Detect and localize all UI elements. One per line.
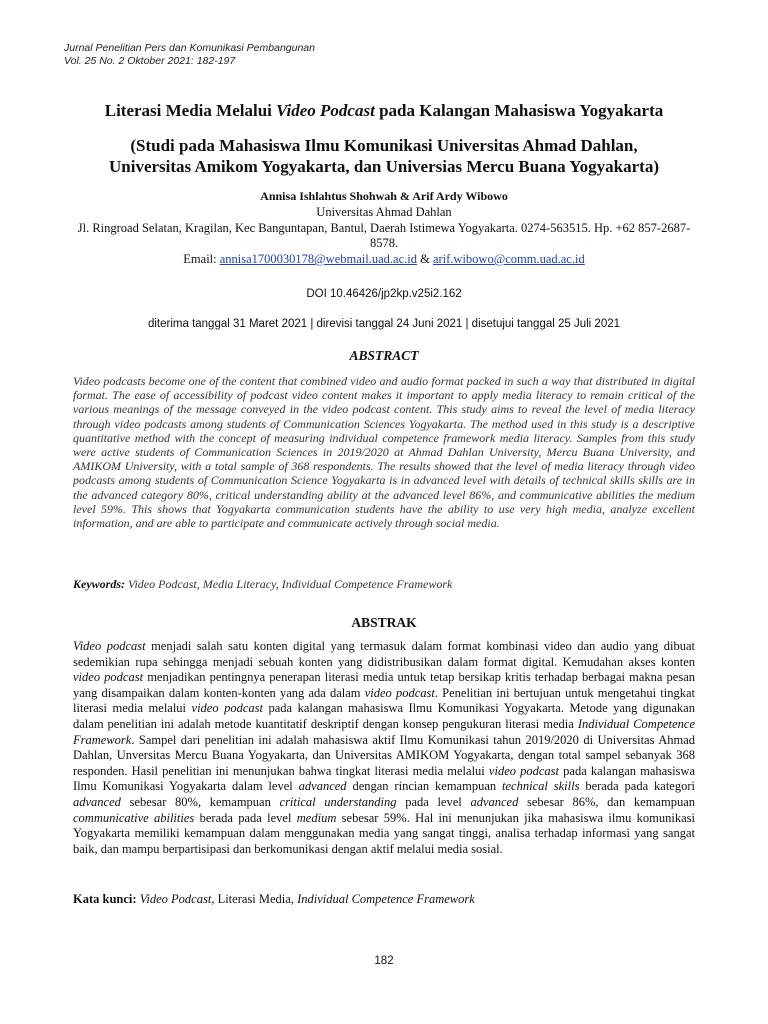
abstrak-body-segment: berada pada level xyxy=(194,810,297,825)
abstrak-body-segment: technical skills xyxy=(502,779,580,794)
abstrak-body-segment: berada pada kategori xyxy=(579,779,695,794)
email-line xyxy=(40,252,728,267)
title-part2: pada Kalangan Mahasiswa Yogyakarta xyxy=(374,101,664,120)
kata-kunci xyxy=(73,892,695,907)
abstrak-body-segment: Individual Competence Framework xyxy=(73,716,695,747)
kata-kunci-label: Kata kunci: xyxy=(73,892,137,906)
email-link-2[interactable]: arif.wibowo@comm.uad.ac.id xyxy=(432,252,585,266)
title-part1: Literasi Media Melalui xyxy=(104,101,277,120)
abstrak-body-segment: video podcast xyxy=(364,685,435,700)
email-label: Email: xyxy=(183,252,220,266)
subtitle-line2: Universitas Amikom Yogyakarta, dan Universias Mercu Buana Yogyakarta) xyxy=(109,157,659,176)
abstrak-body xyxy=(73,639,695,857)
keywords-label: Keywords: xyxy=(73,577,125,591)
kata-kunci-segment: Video Podcast xyxy=(136,892,212,906)
submission-dates: diterima tanggal 31 Maret 2021 | direvisi tanggal 24 Juni 2021 | disetujui tanggal 25 Juli 2021 xyxy=(147,318,621,330)
keywords xyxy=(73,577,695,591)
kata-kunci-segment: Individual Competence Framework xyxy=(297,892,475,906)
authors: Annisa Ishlahtus Shohwah & Arif Ardy Wibowo xyxy=(260,189,508,203)
affiliation: Universitas Ahmad Dahlan xyxy=(316,205,452,219)
journal-header xyxy=(64,42,315,68)
keywords-text: Video Podcast, Media Literacy, Individual Competence Framework xyxy=(125,577,453,591)
abstract-heading: ABSTRACT xyxy=(349,348,419,363)
email-separator: & xyxy=(416,252,433,266)
abstrak-body-segment: sebesar 80%, kemampuan xyxy=(120,794,280,809)
abstract-body: Video podcasts become one of the content that combined video and audio format packed in such a way that distributed in digital format. The ease of accessibility of podcast video content makes it important to apply media literacy to remain critical of the various meanings of the message conveyed in the video podcast content. This study aims to reveal the level of media literacy through video podcasts among students of Communication Sciences Yogyakarta. The method used in this study is a descriptive quantitative method with the concept of measuring individual competence framework media literacy. Samples from this study were active students of Communication Sciences in 2019/2020 at Ahmad Dahlan University, Mercu Buana University, and AMIKOM University, with a total sample of 368 respondents. The results showed that the level of media literacy through video podcasts among students of Communication Science Yogyakarta is in advanced level with details of technical skills skills are in the advanced category 80%, critical understanding ability at the advanced level 86%, and communicative abilities the medium level 59%. This shows that Yogyakarta communication students have the ability to use very high media, analyze excellent information, and are able to participate and communicate actively through social media. xyxy=(73,374,695,531)
abstrak-body-segment: Video podcast xyxy=(73,639,146,653)
abstrak-body-segment: sebesar 59%. Hal ini menunjukan jika mahasiswa ilmu komunikasi Yogyakarta memiliki kemampuan dalam menggunakan media yang sangat tinggi, analisa terhadap informasi yang sangat baik, dan mampu berpartisipasi dan berkomunikasi dengan aktif melalui media sosial. xyxy=(73,810,695,856)
abstrak-body-segment: pada level xyxy=(396,794,471,809)
doi: DOI 10.46426/jp2kp.v25i2.162 xyxy=(306,288,462,300)
abstrak-body-segment: video podcast xyxy=(488,763,560,778)
abstrak-heading: ABSTRAK xyxy=(351,615,417,630)
abstrak-body-segment: pada kalangan mahasiswa Ilmu Komunikasi Yogyakarta. Metode yang digunakan dalam penelitian ini adalah metode kuantitatif deskriptif dengan konsep pengukuran literasi media xyxy=(73,701,695,731)
abstrak-body-segment: advanced xyxy=(298,779,347,794)
abstrak-body-segment: . Penelitian ini bertujuan untuk mengetahui tingkat literasi media melalui xyxy=(73,685,695,716)
abstrak-body-segment: dengan rincian kemampuan xyxy=(346,779,503,794)
abstrak-body-segment: menjadikan pentingnya penerapan literasi media untuk tetap bersikap kritis terhadap berbagai makna pesan yang disampaikan dalam konten-konten yang ada dalam xyxy=(73,670,695,700)
abstrak-body-segment: pada kalangan mahasiswa Ilmu Komunikasi Yogyakarta dalam level xyxy=(73,763,695,794)
paper-subtitle xyxy=(40,135,728,177)
abstrak-body-segment: advanced xyxy=(470,794,519,809)
abstrak-body-segment: communicative abilities xyxy=(73,810,195,825)
abstrak-body-segment: menjadi salah satu konten digital yang termasuk dalam format kombinasi video dan audio yang dibuat sedemikian rupa sehingga menjadi sebuah konten yang didistribusikan dalam format digital. Kemudahan akses konten xyxy=(73,639,695,669)
abstrak-body-segment: . Sampel dari penelitian ini adalah mahasiswa aktif Ilmu Komunikasi tahun 2019/2020 di Universitas Ahmad Dahlan, Unversitas Mercu Buana Yogyakarta, dan Universitas AMIKOM Yogyakarta, dengan total sampel sebanyak 368 responden. Hasil penelitian ini menunjukan bahwa tingkat literasi media melalui xyxy=(73,732,695,778)
email-link-1[interactable]: annisa1700030178@webmail.uad.ac.id xyxy=(219,252,417,266)
abstrak-body-segment: sebesar 86%, dan kemampuan xyxy=(518,794,695,809)
subtitle-line1: (Studi pada Mahasiswa Ilmu Komunikasi Universitas Ahmad Dahlan, xyxy=(130,136,638,155)
page-number: 182 xyxy=(374,955,394,967)
journal-volume: Vol. 25 No. 2 Oktober 2021: 182-197 xyxy=(64,55,236,67)
title-italic: Video Podcast xyxy=(276,101,375,120)
abstrak-body-segment: advanced xyxy=(73,794,121,809)
address: Jl. Ringroad Selatan, Kragilan, Kec Banguntapan, Bantul, Daerah Istimewa Yogyakarta. 0274-563515. Hp. +62 857-2687-8578. xyxy=(77,221,691,250)
abstrak-body-segment: video podcast xyxy=(73,670,144,685)
kata-kunci-segment: , Literasi Media, xyxy=(211,892,298,906)
abstrak-body-segment: video podcast xyxy=(191,701,263,716)
abstrak-body-segment: critical understanding xyxy=(279,794,397,809)
journal-name: Jurnal Penelitian Pers dan Komunikasi Pembangunan xyxy=(64,42,315,54)
abstrak-body-segment: medium xyxy=(296,810,337,825)
paper-title xyxy=(40,100,728,121)
